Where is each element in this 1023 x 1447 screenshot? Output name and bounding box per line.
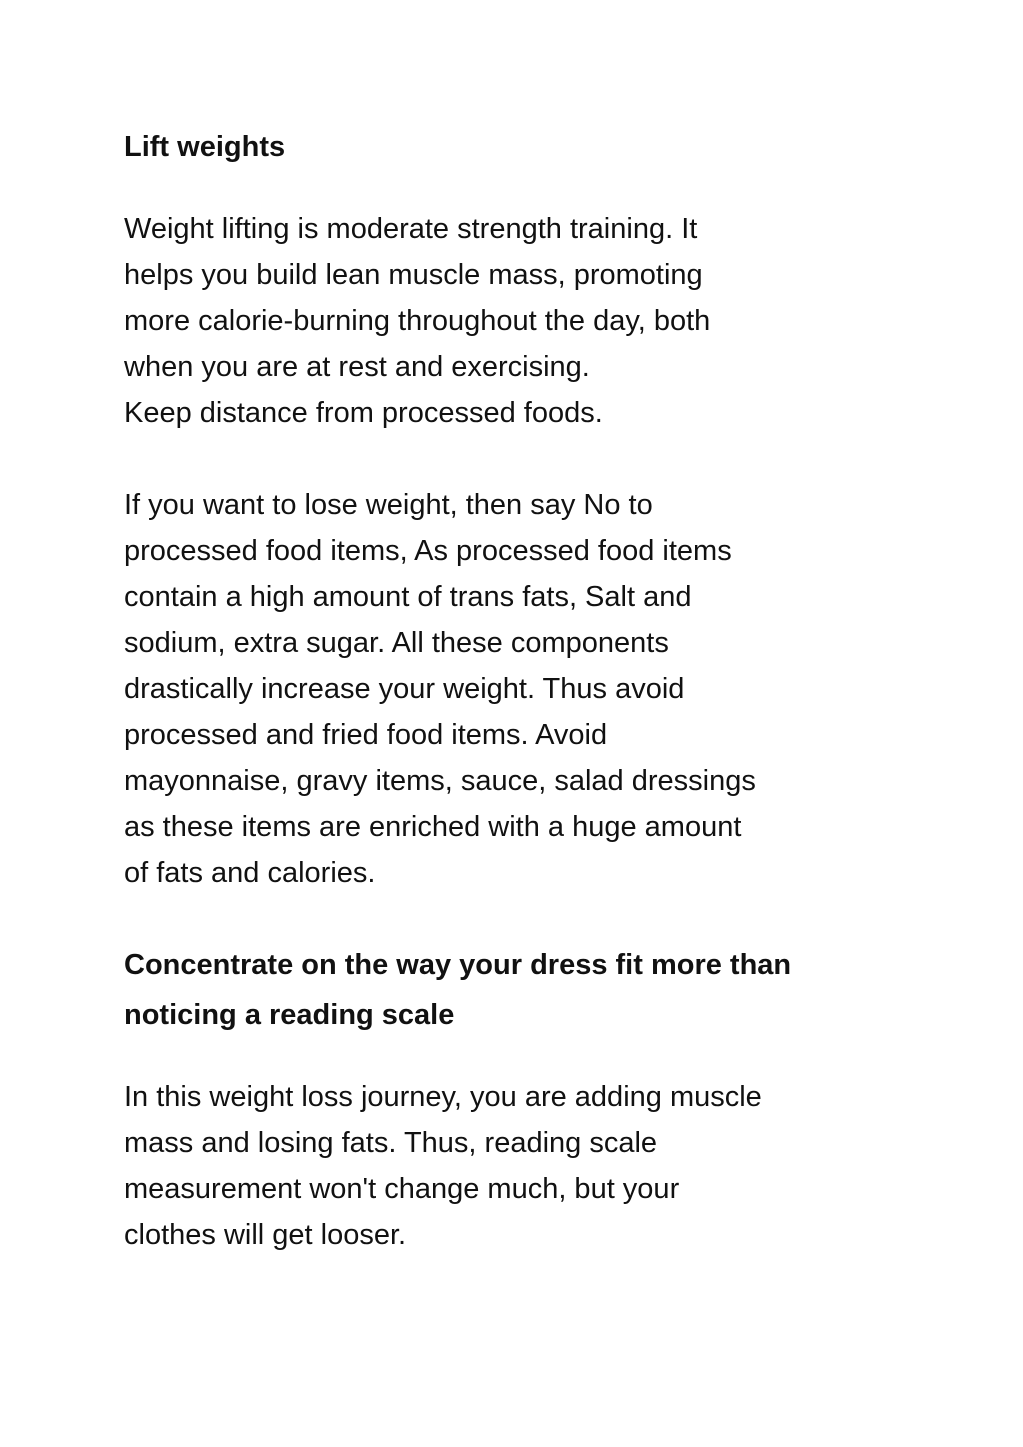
text-line: as these items are enriched with a huge amount — [124, 811, 742, 843]
text-line: In this weight loss journey, you are adding muscle — [124, 1081, 762, 1113]
text-line: more calorie-burning throughout the day, both — [124, 305, 711, 337]
text-line: mayonnaise, gravy items, sauce, salad dressings — [124, 765, 756, 797]
text-line: mass and losing fats. Thus, reading scale — [124, 1127, 658, 1159]
text-line: sodium, extra sugar. All these components — [124, 627, 669, 659]
text-line: helps you build lean muscle mass, promoting — [124, 259, 703, 291]
text-line: clothes will get looser. — [124, 1219, 407, 1251]
text-line: Weight lifting is moderate strength training. It — [124, 213, 698, 245]
text-line: when you are at rest and exercising. — [124, 351, 590, 383]
text-line: of fats and calories. — [124, 857, 376, 889]
heading-line: noticing a reading scale — [124, 999, 455, 1031]
text-line: measurement won't change much, but your — [124, 1173, 680, 1205]
text-line: If you want to lose weight, then say No to — [124, 489, 653, 521]
text-line: processed food items, As processed food items — [124, 535, 732, 567]
text-line: processed and fried food items. Avoid — [124, 719, 608, 751]
paragraph-weight-loss-journey — [124, 1074, 904, 1258]
heading-dress-fit — [124, 940, 904, 1040]
heading-line: Concentrate on the way your dress fit more than — [124, 949, 792, 981]
document-page — [124, 122, 904, 1258]
paragraph-processed-foods — [124, 482, 904, 896]
text-line: drastically increase your weight. Thus avoid — [124, 673, 685, 705]
paragraph-weight-lifting — [124, 206, 904, 436]
text-line: contain a high amount of trans fats, Salt and — [124, 581, 692, 613]
text-line: Keep distance from processed foods. — [124, 397, 603, 429]
heading-lift-weights: Lift weights — [124, 131, 286, 163]
